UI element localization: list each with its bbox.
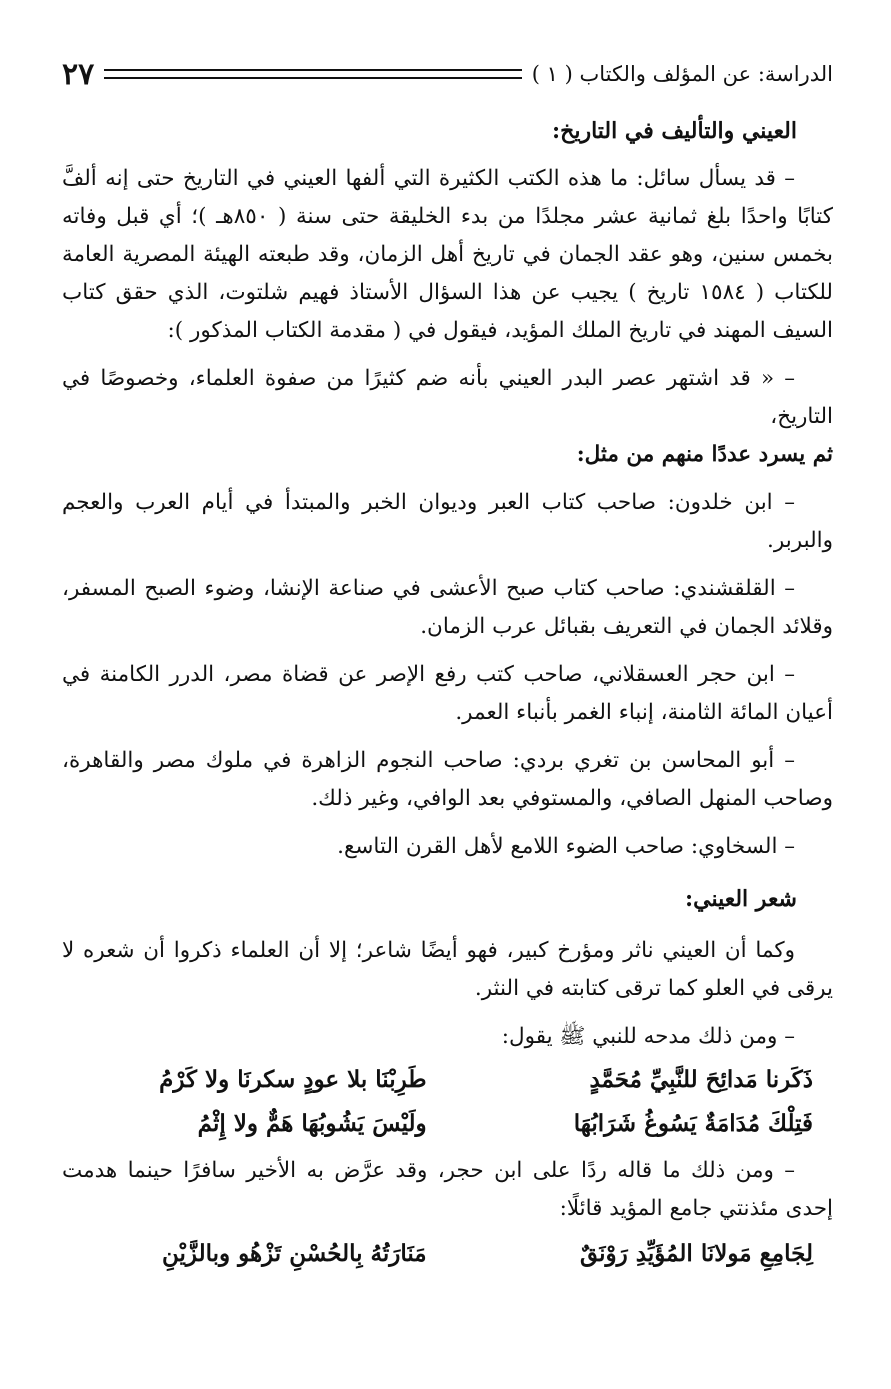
verse-line	[62, 1102, 833, 1146]
paragraph: – ومن ذلك مدحه للنبي ﷺ يقول:	[501, 1024, 795, 1049]
paragraph: – ابن حجر العسقلاني، صاحب كتب رفع الإصر عن قضاة مصر، الدرر الكامنة في أعيان المائة الثامنة، إنباء الغمر بأنباء العمر.	[62, 662, 833, 725]
section-heading-history: العيني والتأليف في التاريخ:	[552, 118, 797, 144]
paragraph: – أبو المحاسن بن تغري بردي: صاحب النجوم الزاهرة في ملوك مصر والقاهرة، وصاحب المنهل الصافي، والمستوفي بعد الوافي، وغير ذلك.	[62, 748, 833, 811]
paragraph: – ومن ذلك ما قاله ردًا على ابن حجر، وقد عرَّض به الأخير سافرًا حينما هدمت إحدى مئذنتي جامع المؤيد قائلًا:	[62, 1158, 833, 1221]
verse-hemistich: طَرِبْنَا بلا عودٍ سكرنَا ولا كَرْمُ	[159, 1066, 427, 1093]
verse-hemistich: ولَيْسَ يَشُوبُهَا هَمٌّ ولا إِثْمُ	[197, 1110, 427, 1137]
header-rule	[104, 69, 522, 79]
paragraph: – ابن خلدون: صاحب كتاب العبر وديوان الخبر والمبتدأ في أيام العرب والعجم والبربر.	[62, 490, 833, 553]
verse-line	[62, 1232, 833, 1276]
page-body	[62, 112, 833, 1276]
section-heading-poetry: شعر العيني:	[684, 886, 797, 912]
paragraph-bold: ثم يسرد عددًا منهم من مثل:	[576, 442, 833, 467]
running-title: الدراسة: عن المؤلف والكتاب ( ١ )	[531, 62, 833, 86]
paragraph: – « قد اشتهر عصر البدر العيني بأنه ضم كثيرًا من صفوة العلماء، وخصوصًا في التاريخ،	[62, 366, 833, 429]
verse-hemistich: ذَكَرنا مَدائِحَ للنَّبِيِّ مُحَمَّدٍ	[589, 1066, 813, 1093]
page-number: ٢٧	[62, 56, 95, 92]
verse-hemistich: لِجَامِعِ مَولانَا المُؤَيِّدِ رَوْنَقٌ	[579, 1240, 813, 1267]
page-header	[62, 56, 833, 92]
paragraph: – قد يسأل سائل: ما هذه الكتب الكثيرة التي ألفها العيني في التاريخ حتى إنه ألفَّ كتابًا واحدًا بلغ ثمانية عشر مجلدًا من بدء الخليقة حتى سنة ( ٨٥٠هـ )؛ أي قبل وفاته بخمس سنين، وهو عقد الجمان في تاريخ أهل الزمان، وقد طبعته الهيئة المصرية العامة للكتاب ( ١٥٨٤ تاريخ ) يجيب عن هذا السؤال الأستاذ فهيم شلتوت، الذي حقق كتاب السيف المهند في تاريخ الملك المؤيد، فيقول في ( مقدمة الكتاب المذكور ):	[62, 166, 833, 343]
verse-hemistich: فَتِلْكَ مُدَامَةٌ يَسُوغُ شَرَابُهَا	[573, 1110, 813, 1137]
verse-hemistich: مَنَارَتُهُ بِالحُسْنِ تَزْهُو وبالزَّيْنِ	[161, 1240, 427, 1267]
paragraph: – السخاوي: صاحب الضوء اللامع لأهل القرن التاسع.	[337, 834, 795, 859]
paragraph: – القلقشندي: صاحب كتاب صبح الأعشى في صناعة الإنشا، وضوء الصبح المسفر، وقلائد الجمان في التعريف بقبائل عرب الزمان.	[62, 576, 833, 639]
paragraph: وكما أن العيني ناثر ومؤرخ كبير، فهو أيضًا شاعر؛ إلا أن العلماء ذكروا أن شعره لا يرقى في العلو كما ترقى كتابته في النثر.	[62, 938, 833, 1001]
verse-line	[62, 1058, 833, 1102]
